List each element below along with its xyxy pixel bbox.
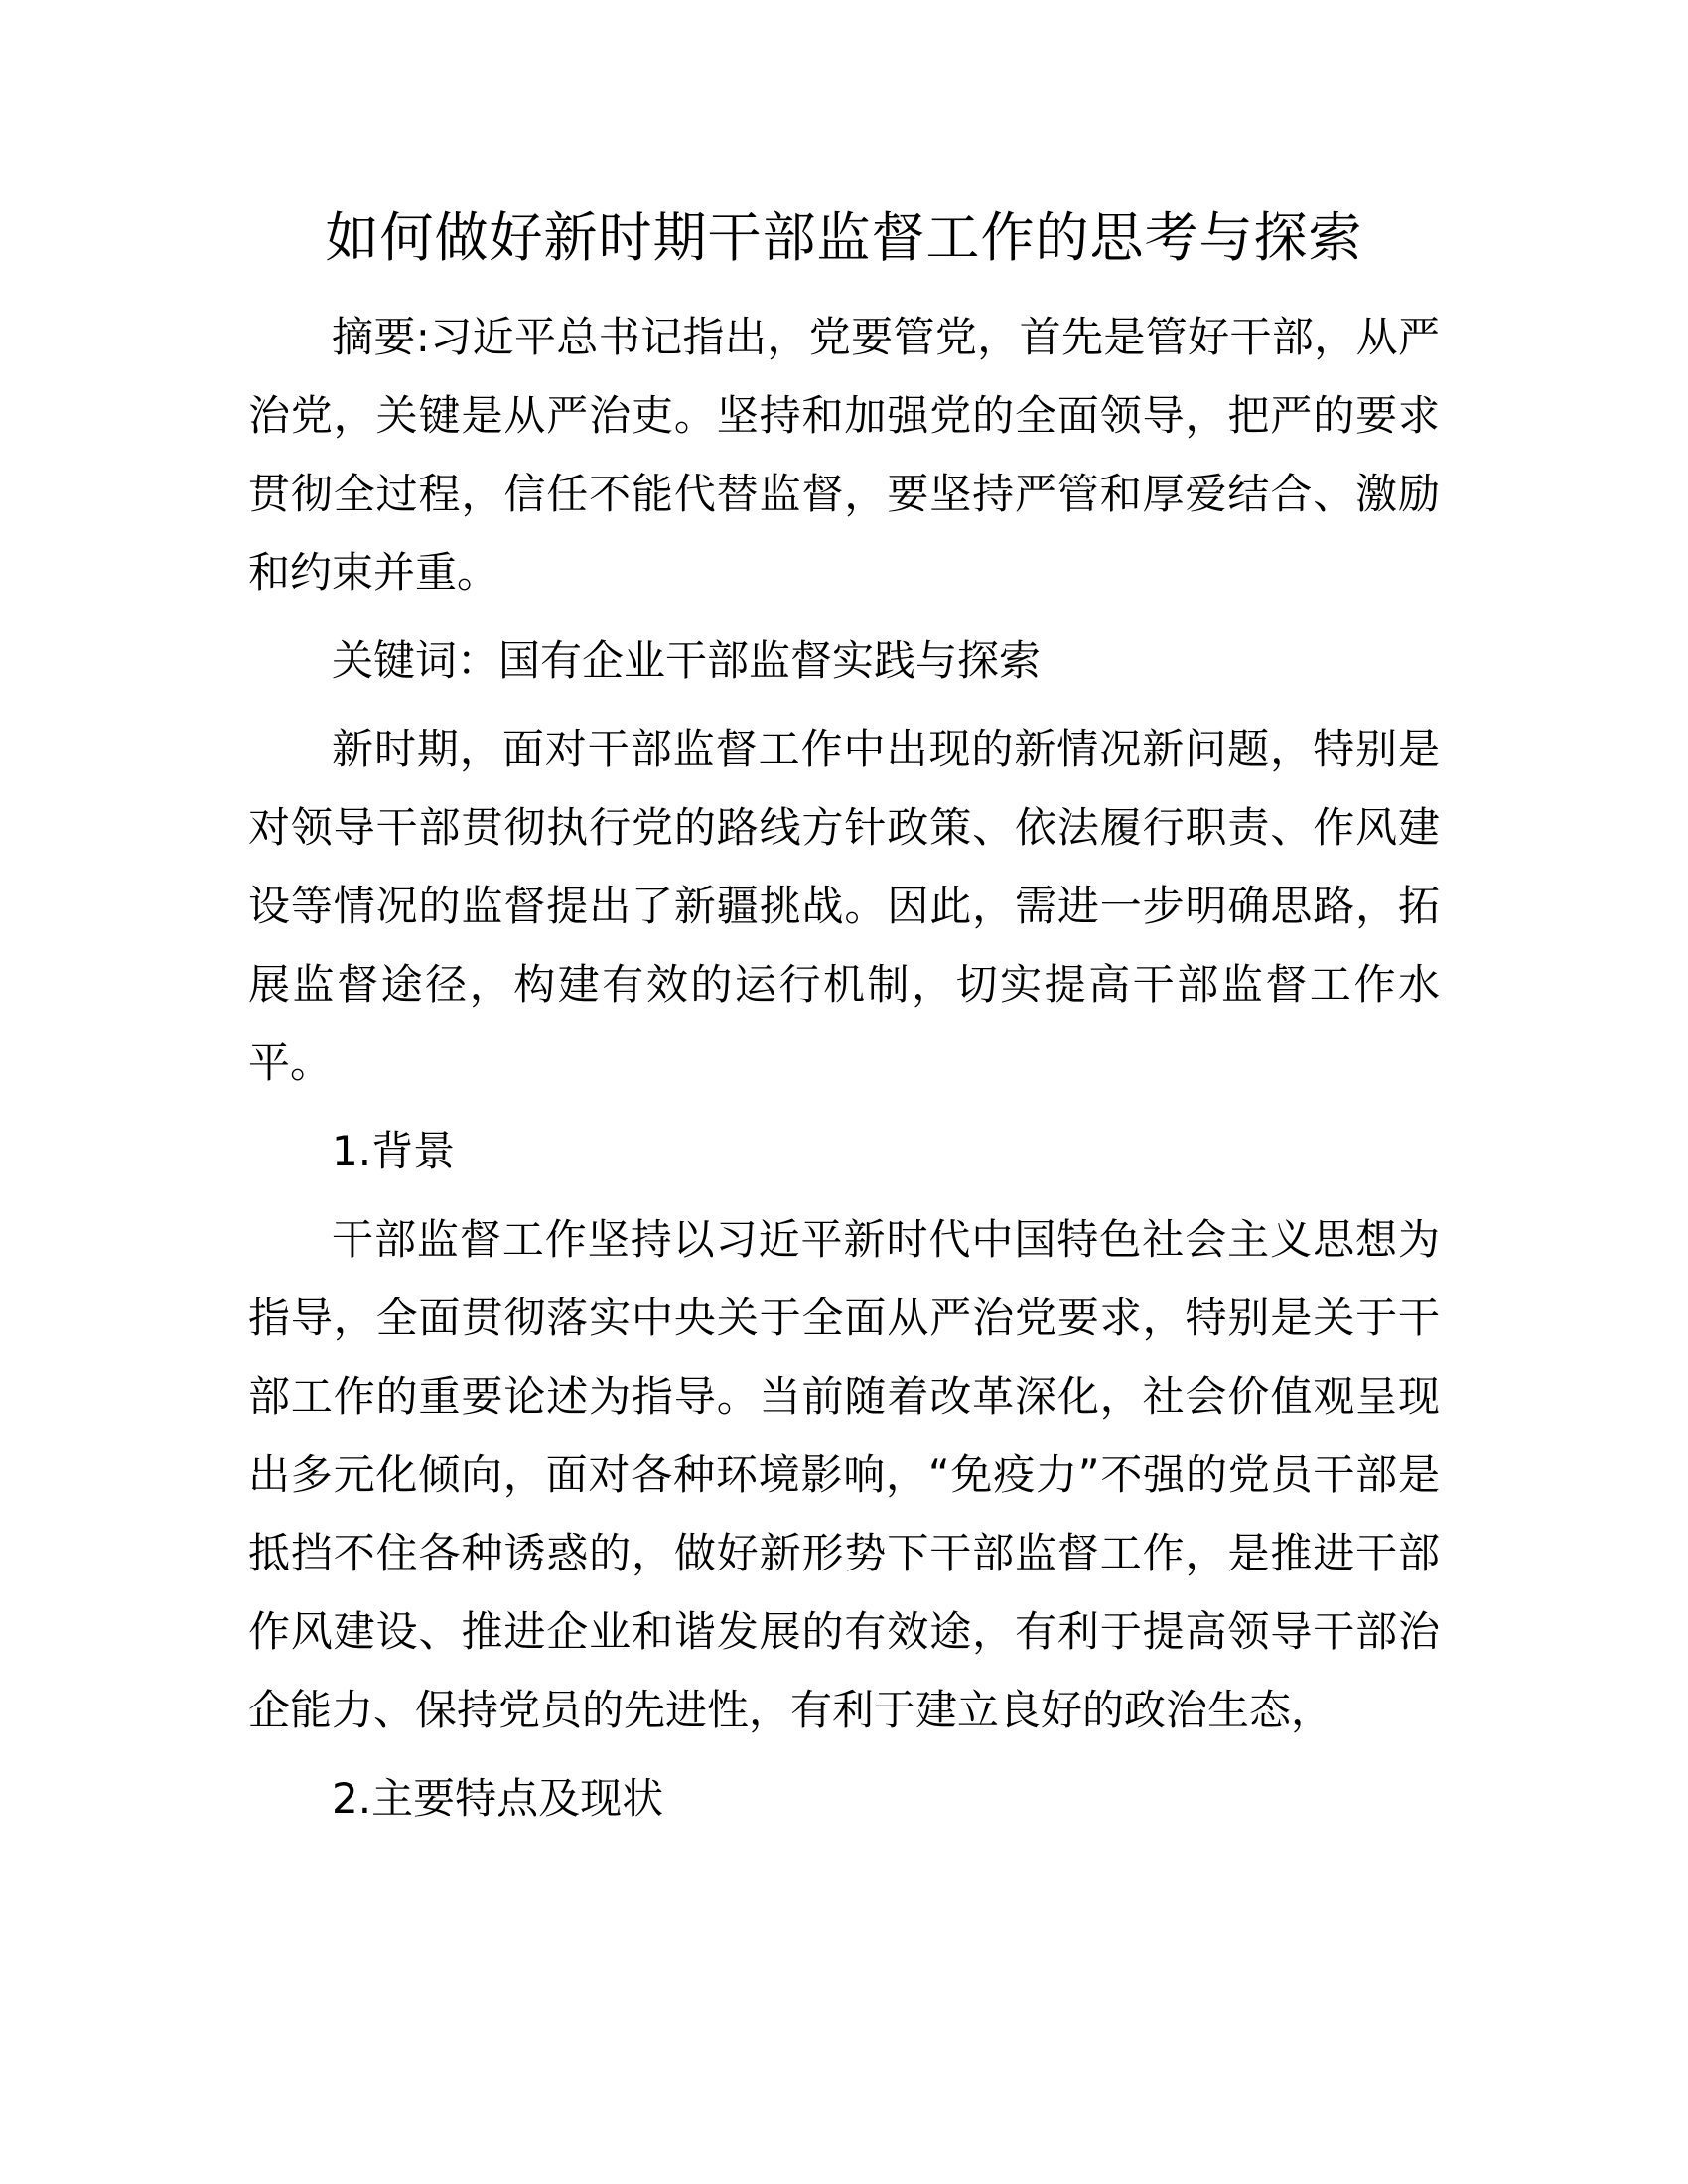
keywords-paragraph: 关键词：国有企业干部监督实践与探索: [332, 636, 1042, 685]
abstract-paragraph: 摘要:习近平总书记指出，党要管党，首先是管好干部，从严治党，关键是从严治吏。坚持和加强党的全面领导，把严的要求贯彻全过程，信任不能代替监督，要坚持严管和厚爱结合、激励和约束并重。: [248, 313, 1440, 597]
document-body: [248, 298, 1440, 1847]
section-heading-background: 1.背景: [332, 1127, 456, 1175]
background-paragraph: 干部监督工作坚持以习近平新时代中国特色社会主义思想为指导，全面贯彻落实中央关于全面从严治党要求，特别是关于干部工作的重要论述为指导。当前随着改革深化，社会价值观呈现出多元化倾向，面对各种环境影响，“免疫力”不强的党员干部是抵挡不住各种诱惑的，做好新形势下干部监督工作，是推进干部作风建设、推进企业和谐发展的有效途，有利于提高领导干部治企能力、保持党员的先进性，有利于建立良好的政治生态，: [248, 1215, 1440, 1734]
intro-paragraph: 新时期，面对干部监督工作中出现的新情况新问题，特别是对领导干部贯彻执行党的路线方针政策、依法履行职责、作风建设等情况的监督提出了新疆挑战。因此，需进一步明确思路，拓展监督途径，构建有效的运行机制，切实提高干部监督工作水平。: [248, 725, 1440, 1087]
section-heading-features: 2.主要特点及现状: [332, 1774, 664, 1823]
document-title: 如何做好新时期干部监督工作的思考与探索: [325, 206, 1363, 269]
